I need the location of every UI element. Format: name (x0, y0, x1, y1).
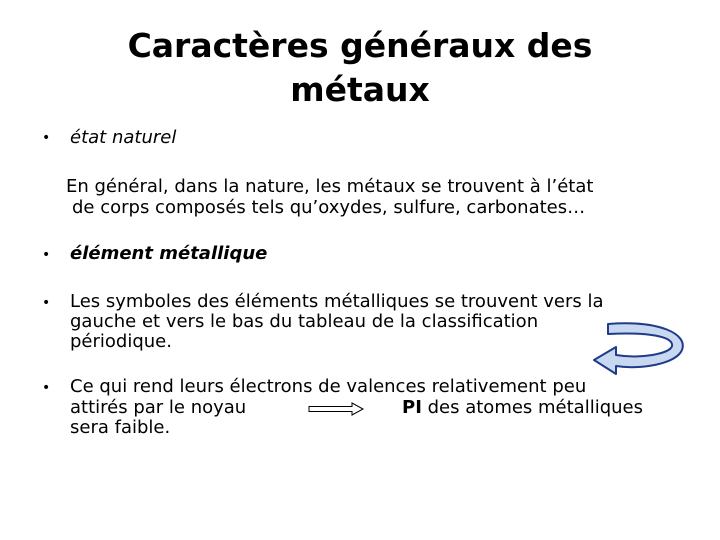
electrons-text-line2-suffix: des atomes métalliques (421, 397, 644, 418)
bullet-heading-etat-naturel: état naturel (70, 127, 177, 148)
curved-arrow-icon (590, 320, 690, 380)
electrons-text-line1: Ce qui rend leurs électrons de valences relativement peu (70, 376, 587, 397)
bullet-marker: • (42, 130, 51, 146)
electrons-text-line2-part2 (402, 398, 643, 418)
bullet-marker: • (42, 295, 51, 311)
symboles-text-line3: périodique. (70, 331, 172, 352)
symboles-text-line1: Les symboles des éléments métalliques se trouvent vers la (70, 291, 604, 312)
right-arrow-icon (308, 402, 364, 416)
bullet-heading-element-metallique: élément métallique (70, 243, 268, 264)
etat-naturel-text-line2: de corps composés tels qu’oxydes, sulfure, carbonates… (72, 197, 586, 218)
electrons-text-line3: sera faible. (70, 417, 171, 438)
symboles-text-line2: gauche et vers le bas du tableau de la classification (70, 311, 539, 332)
electrons-text-line2-part1: attirés par le noyau (70, 397, 247, 418)
pi-abbreviation: PI (402, 397, 422, 418)
slide-title-line1: Caractères généraux des (127, 26, 593, 65)
bullet-marker: • (42, 380, 51, 396)
slide-title-line2: métaux (290, 70, 430, 109)
slide-title (60, 24, 660, 112)
etat-naturel-text-line1: En général, dans la nature, les métaux se trouvent à l’état (66, 176, 594, 197)
bullet-marker: • (42, 247, 51, 263)
